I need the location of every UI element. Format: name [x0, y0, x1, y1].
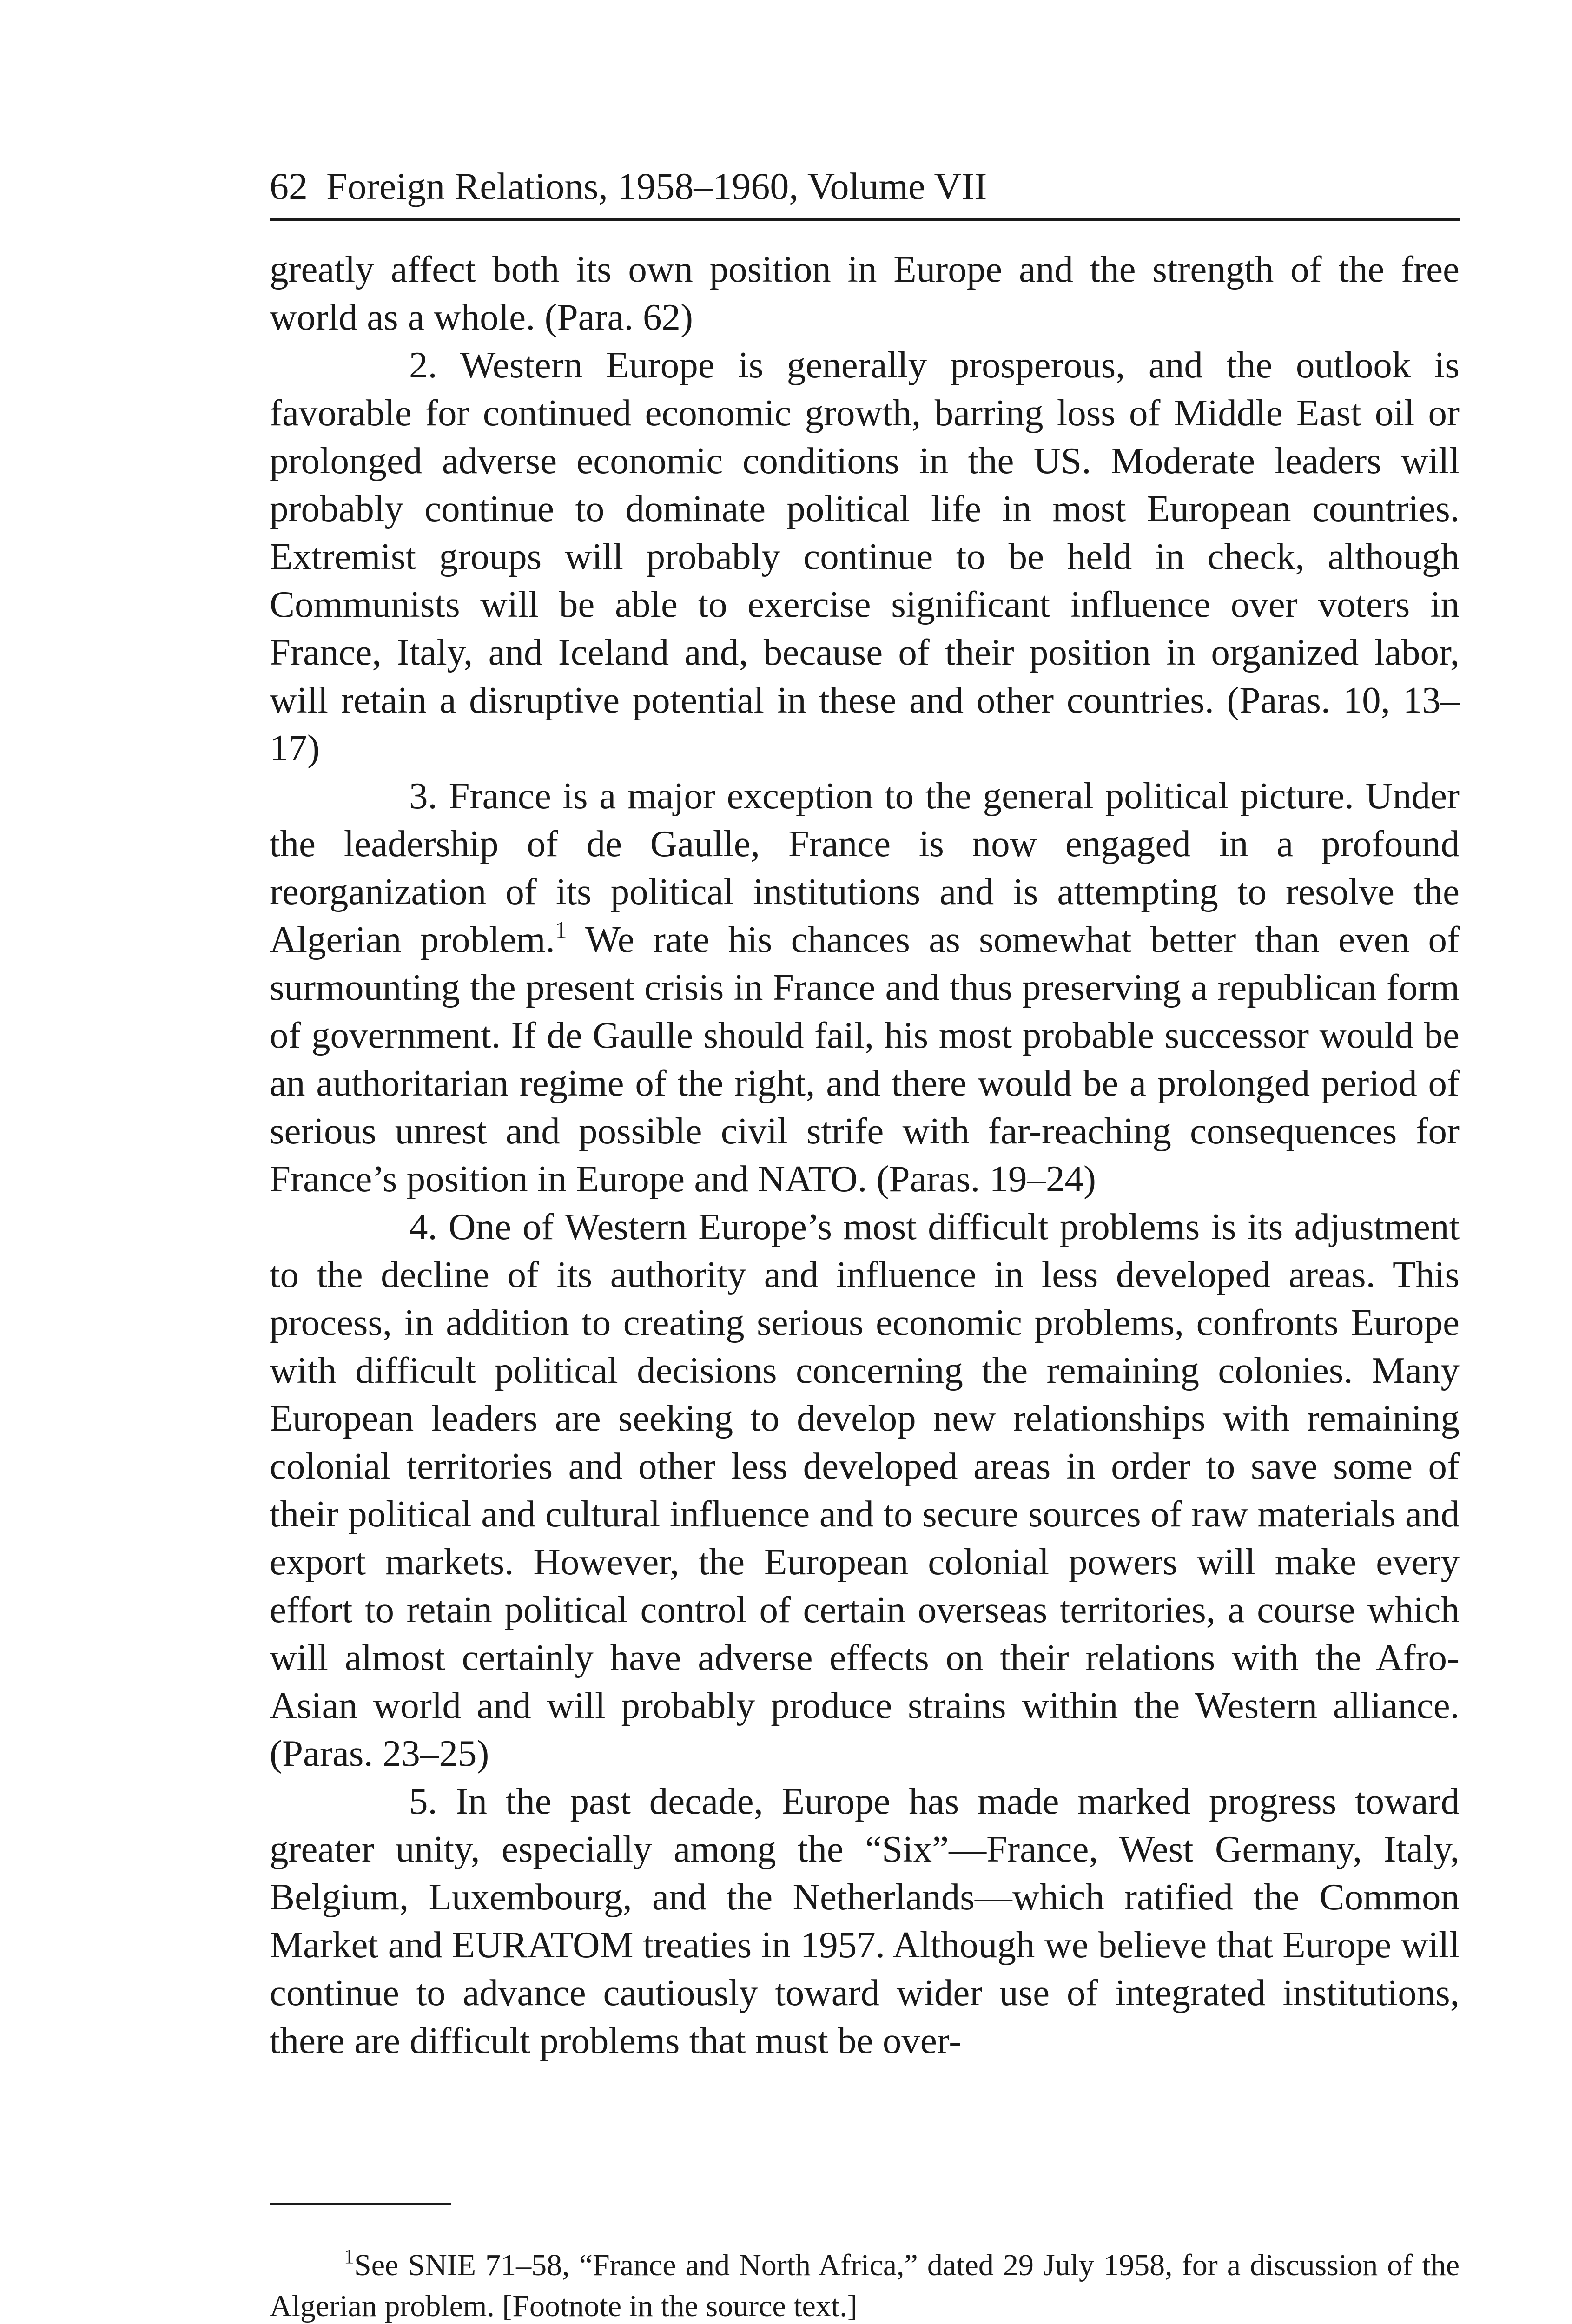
paragraph-5: 5. In the past decade, Europe has made marked progress toward greater unity, especially among the “Six”—France, West Germany, Italy, Belgium, Luxembourg, and the Netherlands—which ratified the Common Market and EURATOM treaties in 1957. Although we believe that Europe will continue to advance cautiously toward wider use of integrated institutions, there are difficult problems that must be over-	[270, 1780, 1460, 2061]
running-title: Foreign Relations, 1958–1960, Volume VII	[326, 165, 987, 207]
footnote-rule	[270, 2203, 451, 2205]
paragraph-3	[270, 772, 1460, 1203]
page-content	[270, 167, 1460, 2065]
page-number: 62	[270, 165, 308, 207]
running-head	[270, 167, 1460, 214]
footnote-body: See SNIE 71–58, “France and North Africa,” dated 29 July 1958, for a discussion of the Algerian problem. [Footnote in the source text.]	[270, 2248, 1460, 2323]
footnote-marker: 1	[344, 2245, 354, 2268]
paragraph-continued: greatly affect both its own position in Europe and the strength of the free world as a whole. (Para. 62)	[270, 248, 1460, 338]
paragraph-4: 4. One of Western Europe’s most difficult problems is its adjustment to the decline of its authority and influence in less developed areas. This process, in addition to creating serious economic problems, confronts Europe with difficult political decisions concerning the remaining colonies. Many European leaders are seeking to develop new relationships with remaining colonial territories and other less developed areas in order to save some of their political and cultural influence and to secure sources of raw materials and export markets. However, the European colonial powers will make every effort to retain political control of certain overseas territories, a course which will almost certainly have adverse effects on their relations with the Afro-Asian world and will probably produce strains within the Western alliance. (Paras. 23–25)	[270, 1206, 1460, 1774]
footnote	[270, 2245, 1460, 2324]
paragraph-2: 2. Western Europe is generally prosperous, and the outlook is favorable for continued economic growth, barring loss of Middle East oil or prolonged adverse economic conditions in the US. Moderate leaders will probably continue to dominate political life in most European countries. Extremist groups will probably continue to be held in check, although Communists will be able to exercise significant influence over voters in France, Italy, and Iceland and, because of their position in organized labor, will retain a disruptive potential in these and other countries. (Paras. 10, 13–17)	[270, 344, 1460, 769]
header-rule	[270, 218, 1460, 221]
paragraph-3-text-before-note: 3. France is a major exception to the general political picture. Under the leadership of de Gaulle, France is now engaged in a profound reorganization of its political institutions and is attempting to resolve the Algerian problem.	[270, 775, 1460, 960]
footnote-reference[interactable]: 1	[555, 917, 567, 944]
body-text	[270, 245, 1460, 2065]
footnote-text	[270, 2245, 1460, 2324]
paragraph-3-text-after-note: We rate his chances as somewhat better than even of surmounting the present crisis in France and thus preserving a republican form of government. If de Gaulle should fail, his most probable successor would be an authoritarian regime of the right, and there would be a prolonged period of serious unrest and possible civil strife with far-reaching consequences for France’s position in Europe and NATO. (Paras. 19–24)	[270, 918, 1460, 1200]
